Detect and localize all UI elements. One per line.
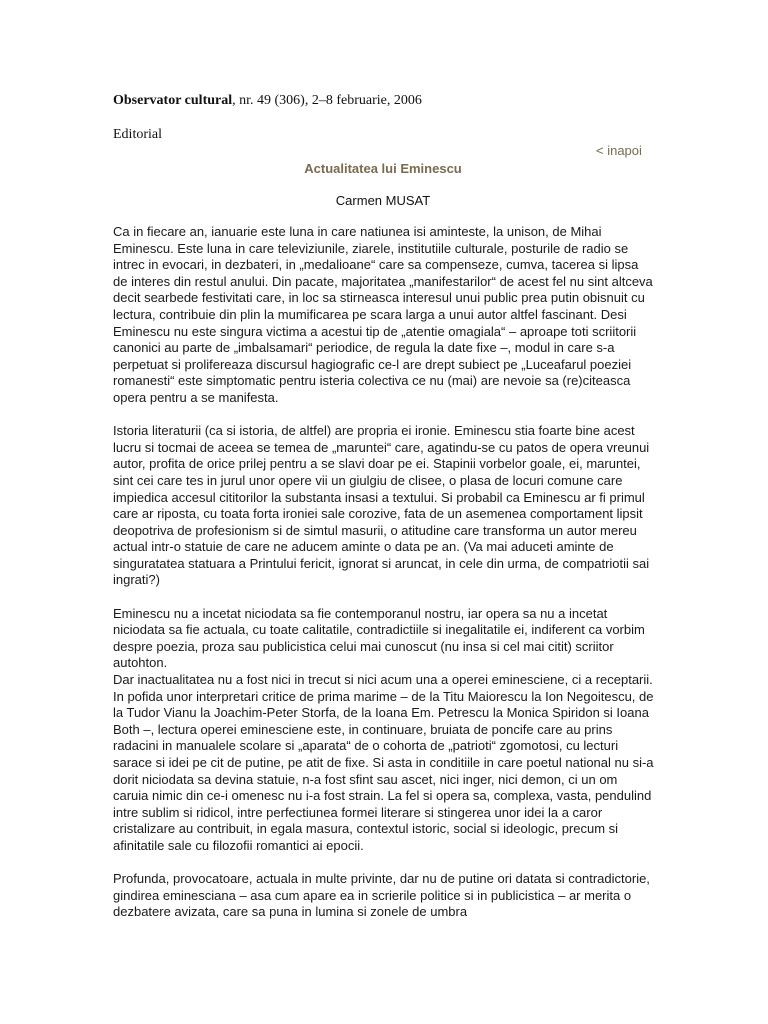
article-title: Actualitatea lui Eminescu (304, 161, 462, 176)
article-paragraph: Istoria literaturii (ca si istoria, de altfel) are propria ei ironie. Eminescu stia foarte bine acest lucru si tocmai de aceea se temea de „maruntei“ care, agatindu-se cu patos de opera vreunui autor, profita de orice prilej pentru a se slavi doar pe ei. Stapinii vorbelor goale, ei, maruntei, sint cei care tes in jurul unor opere vii un giulgiu de clisee, o plasa de locuri comune care impiedica accesul cititorilor la substanta insasi a textului. Si probabil ca Eminescu ar fi primul care ar riposta, cu toata forta ironiei sale corozive, fata de un asemenea comportament lipsit deopotriva de profesionism si de simtul masurii, o atitudine care transforma un autor mereu actual intr-o statuie de care ne aducem aminte o data pe an. (Va mai aduceti aminte de singuratatea statuara a Printului fericit, ignorat si aruncat, in cele din urma, de compatriotii sai ingrati?) (113, 423, 650, 588)
article-paragraph: Ca in fiecare an, ianuarie este luna in care natiunea isi aminteste, la unison, de Mihai Eminescu. Este luna in care televiziunile, ziarele, institutiile culturale, posturile de radio se intrec in evocari, in dezbateri, in „medalioane“ care sa compenseze, cumva, tacerea si lipsa de interes din restul anului. Din pacate, majoritatea „manifestarilor“ de acest fel nu sint altceva decit searbede festivitati care, in loc sa stirneasca interesul unui public prea putin obisnuit cu lectura, contribuie din plin la mumificarea pe scara larga a unui autor altfel fascinant. Desi Eminescu nu este singura victima a acestui tip de „atentie omagiala“ – aproape toti scriitorii canonici au parte de „imbalsamari“ periodice, de regula la date fixe –, modul in care s-a perpetuat si prolifereaza discursul hagiografic ce-l are drept subiect pe „Luceafarul poeziei romanesti“ este simptomatic pentru isteria colectiva ce nu (mai) are nevoie sa (re)citeasca opera pentru a se manifesta. (113, 224, 653, 405)
article-author: Carmen MUSAT (335, 193, 431, 208)
article-paragraph: Dar inactualitatea nu a fost nici in trecut si nici acum una a operei eminesciene, ci a receptarii. In pofida unor interpretari critice de prima marime – de la Titu Maiorescu la Ion Negoitescu, de la Tudor Vianu la Joachim-Peter Storfa, de la Ioana Em. Petrescu la Monica Spiridon si Ioana Both –, lectura operei eminesciene este, in continuare, bruiata de poncife care au prins radacini in manualele scolare si „aparata“ de o cohorta de „patrioti“ zgomotosi, cu lecturi sarace si idei pe cit de putine, pe atit de fixe. Si asta in conditiile in care poetul national nu si-a dorit niciodata sa devina statuie, n-a fost sfint sau ascet, nici inger, nici demon, ci un om caruia nimic din ce-i omenesc nu i-a fost strain. La fel si opera sa, complexa, vasta, pendulind intre sublim si ridicol, intre perfectiunea formei literare si stingerea unor idei la a caror cristalizare au contribuit, in egala masura, contextul istoric, social si ideologic, precum si afinitatile sale cu filozofii romantici ai epocii. (113, 672, 654, 853)
publication-name: Observator cultural (113, 93, 233, 108)
issue-info: , nr. 49 (306), 2–8 februarie, 2006 (232, 93, 422, 108)
back-link[interactable]: < inapoi (596, 143, 642, 158)
article-paragraph: Eminescu nu a incetat niciodata sa fie contemporanul nostru, iar opera sa nu a incetat niciodata sa fie actuala, cu toate calitatile, contradictiile si inegalitatile ei, indiferent ca vorbim despre poezia, proza sau publicistica celui mai cunoscut (nu insa si cel mai citit) scriitor autohton. (113, 605, 645, 671)
section-label: Editorial (113, 127, 162, 142)
article-body (113, 224, 656, 938)
article-paragraph: Profunda, provocatoare, actuala in multe privinte, dar nu de putine ori datata si contradictorie, gindirea eminesciana – asa cum apare ea in scrierile politice si in publicistica – ar merita o dezbatere avizata, care sa puna in lumina si zonele de umbra (113, 871, 650, 920)
source-line (113, 92, 422, 110)
